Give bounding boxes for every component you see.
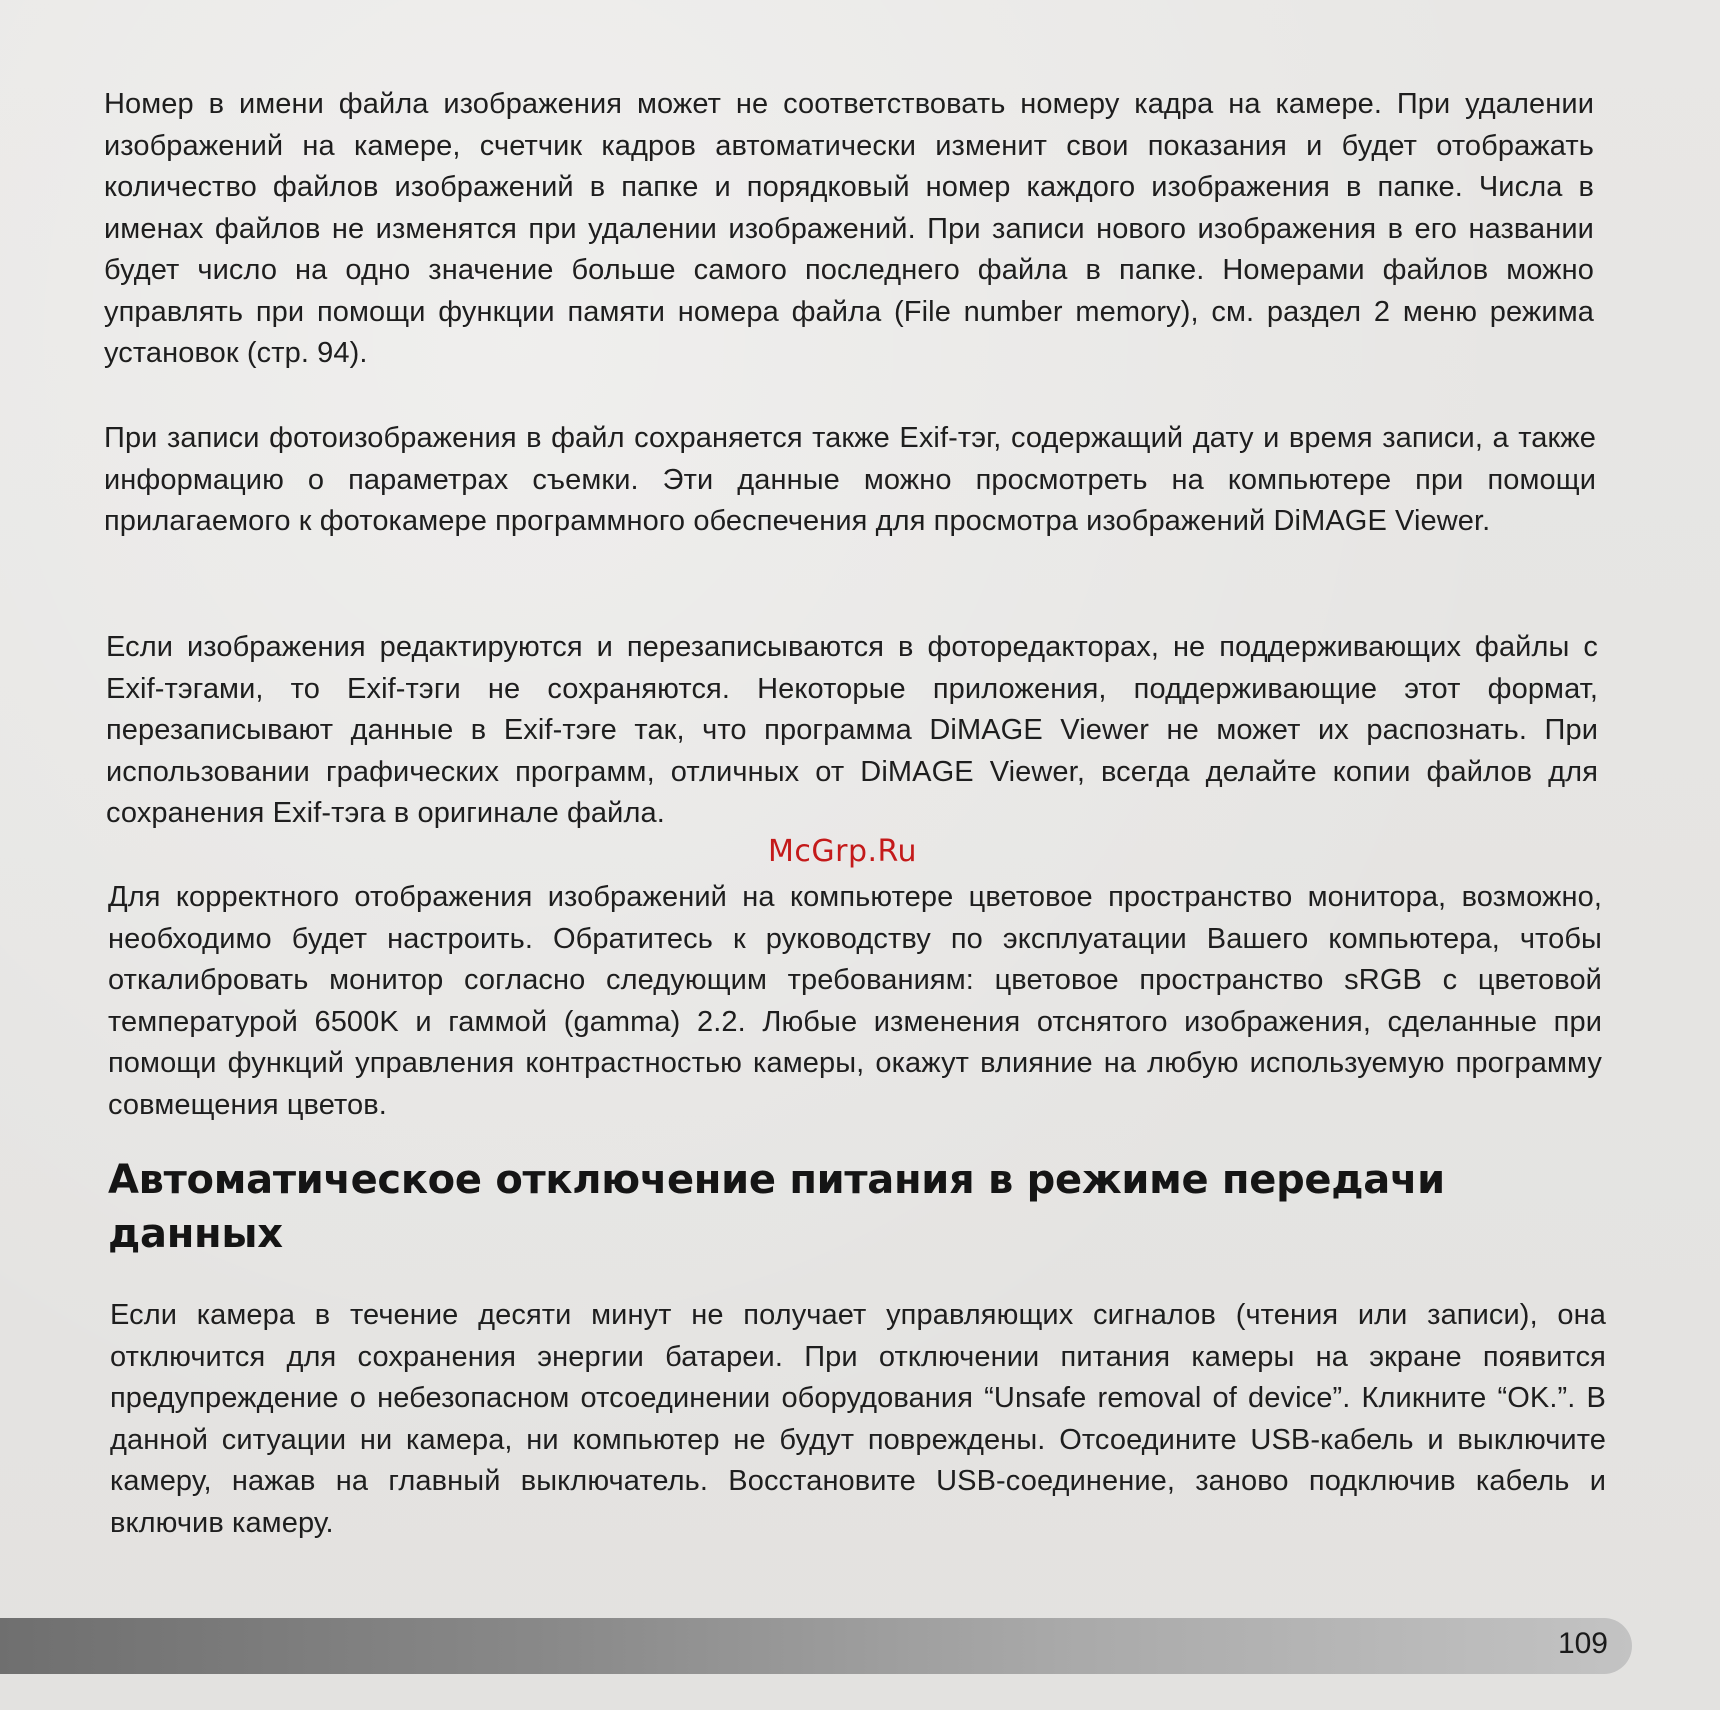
page-number: 109 — [1557, 1627, 1608, 1660]
paragraph-color-space: Для корректного отображения изображений на компьютере цветовое пространство монитора, возможно, необходимо будет настроить. Обратитесь к руководству по эксплуатации Вашего компьютера, чтобы откалибровать монитор согласно следующим требованиям: цветовое пространство sRGB с цветовой температурой 6500K и гаммой (gamma) 2.2. Любые изменения отснятого изображения, сделанные при помощи функций управления контрастностью камеры, окажут влияние на любую используемую программу совмещения цветов. — [108, 881, 1602, 1121]
watermark-text: McGrp.Ru — [768, 834, 918, 869]
paragraph-exif-editing: Если изображения редактируются и перезаписываются в фоторедакторах, не поддерживающих файлы с Exif-тэгами, то Exif-тэги не сохраняются. Некоторые приложения, поддерживающие этот формат, перезаписывают данные в Exif-тэге так, что программа DiMAGE Viewer не может их распознать. При использовании графических программ, отличных от DiMAGE Viewer, всегда делайте копии файлов для сохранения Exif-тэга в оригинале файла. — [106, 631, 1598, 829]
paragraph-exif-tag: При записи фотоизображения в файл сохраняется также Exif-тэг, содержащий дату и время записи, а также информацию о параметрах съемки. Эти данные можно просмотреть на компьютере при помощи прилагаемого к фотокамере программного обеспечения для просмотра изображений DiMAGE Viewer. — [104, 422, 1596, 537]
footer-bar — [0, 1618, 1632, 1674]
paragraph-auto-power-off: Если камера в течение десяти минут не получает управляющих сигналов (чтения или записи), она отключится для сохранения энергии батареи. При отключении питания камеры на экране появится предупреждение о небезопасном отсоединении оборудования “Unsafe removal of device”. Кликните “OK.”. В данной ситуации ни камера, ни компьютер не будут повреждены. Отсоедините USB-кабель и выключите камеру, нажав на главный выключатель. Восстановите USB-соединение, заново подключив кабель и включив камеру. — [110, 1299, 1606, 1539]
paragraph-file-numbering: Номер в имени файла изображения может не соответствовать номеру кадра на камере. При удалении изображений на камере, счетчик кадров автоматически изменит свои показания и будет отображать количество файлов изображений в папке и порядковый номер каждого изображения в папке. Числа в именах файлов не изменятся при удалении изображений. При записи нового изображения в его названии будет число на одно значение больше самого последнего файла в папке. Номерами файлов можно управлять при помощи функции памяти номера файла (File number memory), см. раздел 2 меню режима установок (стр. 94). — [104, 88, 1594, 369]
section-heading-auto-power-off: Автоматическое отключение питания в режиме передачи данных — [108, 1157, 1445, 1257]
